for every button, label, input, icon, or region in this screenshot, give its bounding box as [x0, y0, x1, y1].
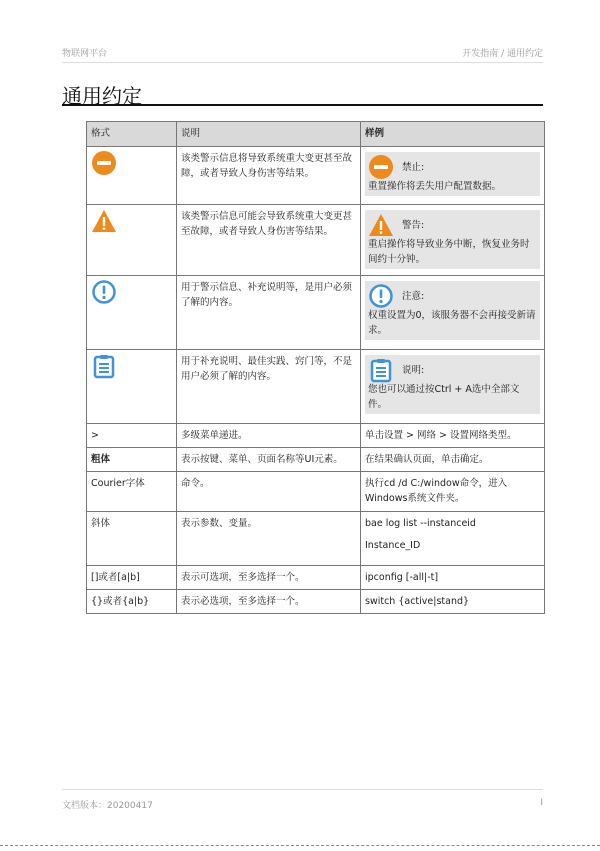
note-icon	[368, 357, 394, 383]
danger-icon	[368, 154, 394, 180]
description-cell: 表示可选项，至多选择一个。	[177, 566, 361, 590]
column-header-description: 说明	[177, 122, 361, 147]
page-number: I	[540, 798, 543, 808]
note-icon	[91, 353, 117, 379]
example-label: 警告:	[402, 219, 425, 231]
description-cell: 表示参数、变量。	[177, 512, 361, 566]
example-cell	[361, 276, 545, 350]
table-row	[87, 472, 545, 512]
format-cell: 粗体	[87, 448, 177, 472]
table-row	[87, 448, 545, 472]
footer-divider	[62, 789, 543, 790]
column-header-format: 格式	[87, 122, 177, 147]
column-header-example: 样例	[361, 122, 545, 147]
conventions-table	[86, 121, 545, 614]
example-text: 您也可以通过按Ctrl + A选中全部文件。	[368, 384, 520, 410]
example-cell: switch {active|stand}	[361, 590, 545, 614]
description-cell: 表示按键、菜单、页面名称等UI元素。	[177, 448, 361, 472]
table-row	[87, 276, 545, 350]
description-cell: 表示必选项，至多选择一个。	[177, 590, 361, 614]
table-row	[87, 205, 545, 276]
page-cut-line	[0, 845, 600, 846]
format-cell: []或者[a|b]	[87, 566, 177, 590]
format-cell: Courier字体	[87, 472, 177, 512]
format-cell	[87, 205, 177, 276]
info-icon	[368, 283, 394, 309]
example-line: bae log list --instanceid	[365, 518, 476, 529]
header-divider	[62, 62, 543, 63]
example-box	[365, 281, 540, 340]
format-cell: {}或者{a|b}	[87, 590, 177, 614]
description-cell: 用于警示信息、补充说明等，是用户必须了解的内容。	[177, 276, 361, 350]
warning-icon	[91, 208, 117, 234]
table-row	[87, 566, 545, 590]
format-cell: 斜体	[87, 512, 177, 566]
example-text: 重置操作将丢失用户配置数据。	[368, 181, 502, 192]
header-right: 开发指南 / 通用约定	[462, 49, 543, 59]
footer-version: 文档版本：20200417	[62, 801, 153, 811]
format-cell	[87, 350, 177, 424]
description-cell: 多级菜单递进。	[177, 424, 361, 448]
example-cell: 单击设置 > 网络 > 设置网络类型。	[361, 424, 545, 448]
example-cell	[361, 512, 545, 566]
example-label: 说明:	[402, 364, 425, 376]
table-row	[87, 147, 545, 205]
header-left: 物联网平台	[62, 49, 108, 59]
description-cell: 命令。	[177, 472, 361, 512]
example-text: 重启操作将导致业务中断，恢复业务时间约十分钟。	[368, 239, 530, 265]
example-box	[365, 210, 540, 269]
example-cell: 在结果确认页面，单击确定。	[361, 448, 545, 472]
example-label: 注意:	[402, 290, 425, 302]
example-text: 权重设置为0，该服务器不会再接受新请求。	[368, 310, 536, 336]
table-row	[87, 424, 545, 448]
format-cell	[87, 276, 177, 350]
example-line: Instance_ID	[365, 540, 421, 551]
example-label: 禁止:	[402, 161, 425, 173]
example-cell	[361, 350, 545, 424]
description-cell: 该类警示信息可能会导致系统重大变更甚至故障，或者导致人身伤害等结果。	[177, 205, 361, 276]
format-cell	[87, 147, 177, 205]
example-cell	[361, 147, 545, 205]
info-icon	[91, 279, 117, 305]
example-cell: ipconfig [-all|-t]	[361, 566, 545, 590]
example-cell: 执行cd /d C:/window命令，进入Windows系统文件夹。	[361, 472, 545, 512]
table-row	[87, 512, 545, 566]
example-box	[365, 152, 540, 196]
danger-icon	[91, 150, 117, 176]
table-header-row	[87, 122, 545, 147]
table-row	[87, 590, 545, 614]
description-cell: 该类警示信息将导致系统重大变更甚至故障，或者导致人身伤害等结果。	[177, 147, 361, 205]
example-box	[365, 355, 540, 414]
warning-icon	[368, 212, 394, 238]
description-cell: 用于补充说明、最佳实践、窍门等，不是用户必须了解的内容。	[177, 350, 361, 424]
title-rule	[62, 104, 543, 106]
table-row	[87, 350, 545, 424]
format-cell: >	[87, 424, 177, 448]
example-cell	[361, 205, 545, 276]
page-title: 通用约定	[62, 84, 142, 108]
